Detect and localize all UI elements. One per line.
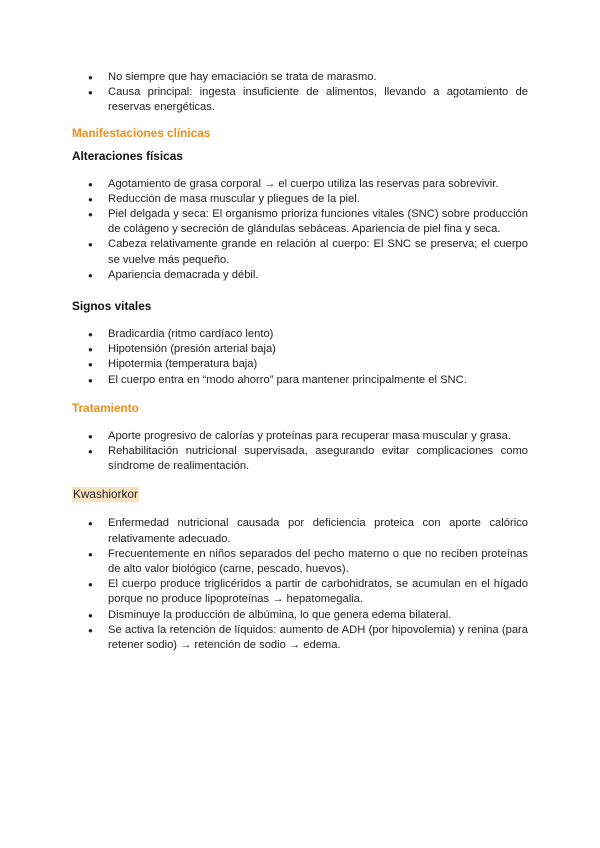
list-item: ● Hipotermia (temperatura baja) [72, 357, 528, 372]
bullet-icon: ● [88, 210, 93, 220]
section-title-manifestaciones: Manifestaciones clínicas [72, 125, 211, 140]
tratamiento-list [72, 429, 528, 475]
bullet-icon: ● [88, 580, 93, 590]
list-item: ● Cabeza relativamente grande en relación al cuerpo: El SNC se preserva; el cuerpo se vuelve más pequeño. [88, 238, 528, 266]
list-item: ● Hipotensión (presión arterial baja) [72, 342, 528, 357]
list-item: ● Frecuentemente en niños separados del pecho materno o que no reciben proteínas de alto valor biológico (carne, pescado, huevos). [88, 547, 528, 576]
section-title-kwashiorkor: Kwashiorkor [73, 487, 138, 502]
list-item: ● Agotamiento de grasa corporal → el cuerpo utiliza las reservas para sobrevivir. [72, 177, 528, 192]
document-body [72, 70, 528, 653]
subsection-title-alteraciones: Alteraciones físicas [72, 148, 183, 163]
bullet-icon: ● [88, 447, 93, 457]
bullet-icon: ● [88, 330, 93, 340]
bullet-icon: ● [88, 375, 93, 385]
list-item: ● Se activa la retención de líquidos: aumento de ADH (por hipovolemia) y renina (para retener sodio) → retención de sodio → edema. [88, 623, 528, 652]
bullet-icon: ● [88, 194, 93, 204]
bullet-icon: ● [88, 431, 93, 441]
bullet-icon: ● [88, 88, 93, 98]
intro-list [72, 70, 528, 116]
bullet-icon: ● [88, 610, 93, 620]
kwashiorkor-heading-row [72, 485, 528, 503]
bullet-icon: ● [88, 73, 93, 82]
signos-list [72, 327, 528, 388]
bullet-icon: ● [88, 360, 93, 370]
list-item: ● No siempre que hay emaciación se trata de marasmo. [72, 70, 528, 85]
list-item: ● Enfermedad nutricional causada por deficiencia proteica con aporte calórico relativamente adecuado. [88, 517, 528, 545]
list-item: ● Causa principal: ingesta insuficiente de alimentos, llevando a agotamiento de reservas energéticas. [88, 86, 528, 114]
list-item: ● Aporte progresivo de calorías y proteínas para recuperar masa muscular y grasa. [72, 429, 528, 444]
list-item: ● Apariencia demacrada y débil. [72, 268, 528, 283]
bullet-icon: ● [88, 625, 93, 635]
bullet-icon: ● [88, 519, 93, 529]
bullet-icon: ● [88, 549, 93, 559]
list-item: ● Disminuye la producción de albúmina, lo que genera edema bilateral. [72, 608, 528, 623]
list-item: ● El cuerpo entra en “modo ahorro” para mantener principalmente el SNC. [72, 373, 528, 388]
list-item: ● Rehabilitación nutricional supervisada, asegurando evitar complicaciones como síndrome de realimentación. [88, 445, 528, 473]
subsection-title-signos: Signos vitales [72, 299, 152, 314]
section-title-tratamiento: Tratamiento [72, 400, 139, 415]
bullet-icon: ● [88, 270, 93, 280]
list-item: ● El cuerpo produce triglicéridos a partir de carbohidratos, se acumulan en el hígado porque no produce lipoproteínas → hepatomegalia. [88, 578, 528, 606]
bullet-icon: ● [88, 240, 93, 250]
kwashiorkor-list [72, 516, 528, 653]
alteraciones-list [72, 177, 528, 283]
bullet-icon: ● [88, 345, 93, 355]
list-item: ● Bradicardia (ritmo cardíaco lento) [72, 327, 528, 342]
list-item: ● Reducción de masa muscular y pliegues de la piel. [72, 192, 528, 207]
bullet-icon: ● [88, 179, 93, 189]
list-item: ● Piel delgada y seca: El organismo prioriza funciones vitales (SNC) sobre producción de colágeno y secreción de glándulas sebáceas. Apariencia de piel fina y seca. [88, 208, 528, 236]
